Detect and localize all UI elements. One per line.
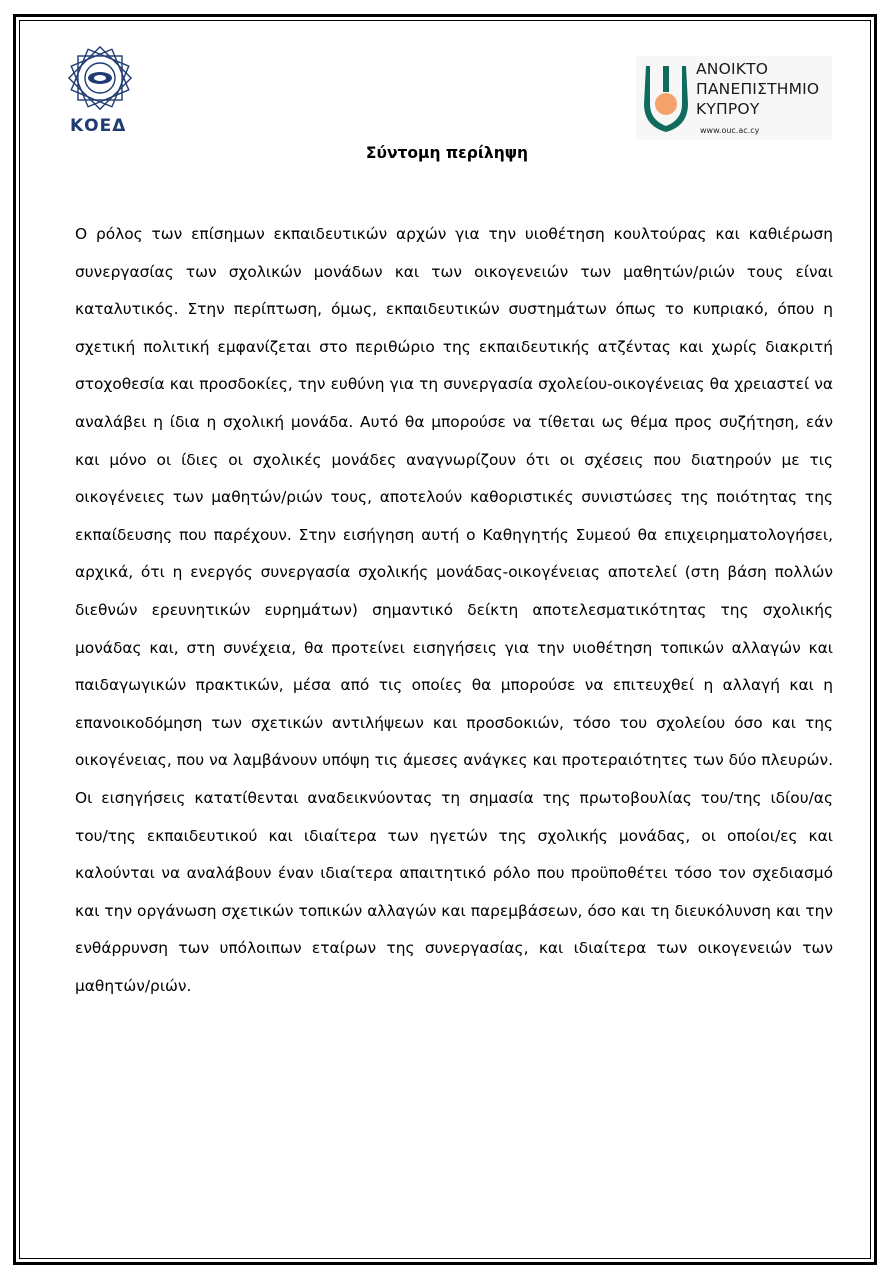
ouc-website: www.ouc.ac.cy [700,126,760,135]
document-title: Σύντομη περίληψη [365,144,529,162]
ouc-logo-line-3: ΚΥΠΡΟΥ [696,100,760,118]
ouc-logo-line-1: ΑΝΟΙΚΤΟ [696,60,769,78]
koed-logo-text: ΚΟΕΔ [70,116,127,136]
koed-logo [62,44,140,136]
koed-emblem-icon [62,44,138,114]
abstract-paragraph: Ο ρόλος των επίσημων εκπαιδευτικών αρχών για την υιοθέτηση κουλτούρας και καθιέρωση συνεργασίας των σχολικών μονάδων και των οικογενειών των μαθητών/ριών τους είναι καταλυτικός. Στην περίπτωση, όμως, εκπαιδευτικών συστημάτων όπως το κυπριακό, όπου η σχετική πολιτική εμφανίζεται στο περιθώριο της εκπαιδευτικής ατζέντας και χωρίς διακριτή στοχοθεσία και προσδοκίες, την ευθύνη για τη συνεργασία σχολείου-οικογένειας θα χρειαστεί να αναλάβει η ίδια η σχολική μονάδα. Αυτό θα μπορούσε να τίθεται ως θέμα προς συζήτηση, εάν και μόνο οι ίδιες οι σχολικές μονάδες αναγνωρίζουν ότι οι σχέσεις που διατηρούν με τις οικογένειες των μαθητών/ριών τους, αποτελούν καθοριστικές συνιστώσες της ποιότητας της εκπαίδευσης που παρέχουν. Στην εισήγηση αυτή ο Καθηγητής Συμεού θα επιχειρηματολογήσει, αρχικά, ότι η ενεργός συνεργασία σχολικής μονάδας-οικογένειας αποτελεί (στη βάση πολλών διεθνών ερευνητικών ευρημάτων) σημαντικό δείκτη αποτελεσματικότητας της σχολικής μονάδας και, στη συνέχεια, θα προτείνει εισηγήσεις για την υιοθέτηση τοπικών αλλαγών και παιδαγωγικών πρακτικών, μέσα από τις οποίες θα μπορούσε να επιτευχθεί η αλλαγή και η επανοικοδόμηση των σχετικών αντιλήψεων και προσδοκιών, τόσο του σχολείου όσο και της οικογένειας, που να λαμβάνουν υπόψη τις άμεσες ανάγκες και προτεραιότητες των δύο πλευρών. Οι εισηγήσεις κατατίθενται αναδεικνύοντας τη σημασία της πρωτοβουλίας του/της ιδίου/ας του/της εκπαιδευτικού και ιδιαίτερα των ηγετών της σχολικής μονάδας, οι οποίοι/ες και καλούνται να αναλάβουν έναν ιδιαίτερα απαιτητικό ρόλο που προϋποθέτει τόσο τον σχεδιασμό και την οργάνωση σχετικών τοπικών αλλαγών και παρεμβάσεων, όσο και τη διευκόλυνση και την ενθάρρυνση των υπόλοιπων εταίρων της συνεργασίας, και ιδιαίτερα των οικογενειών των μαθητών/ριών. [75,225,833,995]
ouc-logo-line-2: ΠΑΝΕΠΙΣΤΗΜΙΟ [696,80,820,98]
ouc-emblem-icon [640,60,692,138]
ouc-logo [636,56,832,140]
